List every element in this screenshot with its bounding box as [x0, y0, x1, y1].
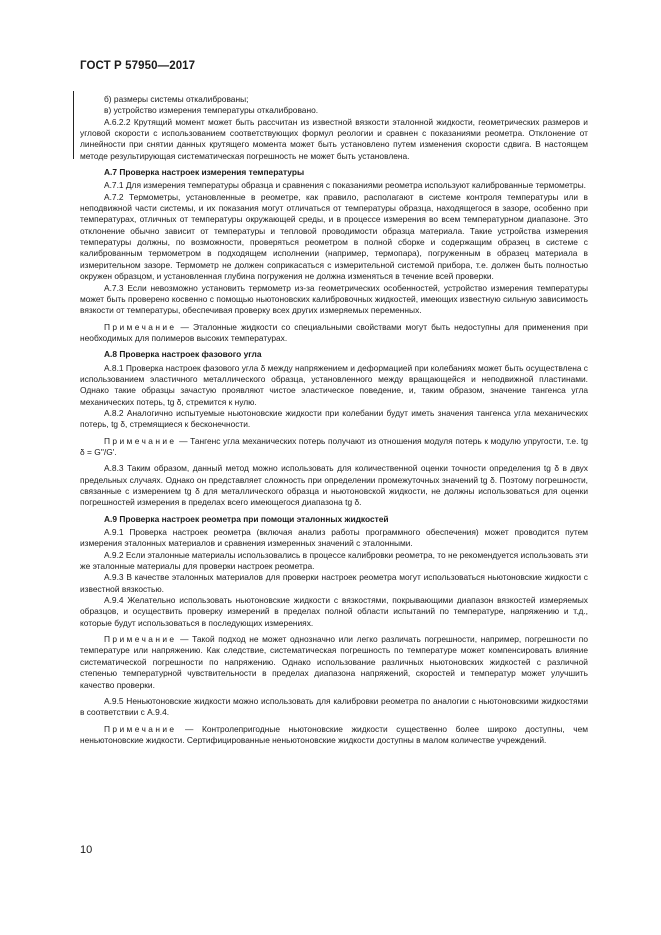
- document-body: [80, 94, 588, 751]
- change-bar: [73, 91, 74, 159]
- paragraph: б) размеры системы откалиброваны;: [104, 94, 249, 104]
- paragraph: в) устройство измерения температуры откалибровано.: [104, 105, 319, 116]
- document-header: ГОСТ Р 57950—2017: [80, 60, 196, 72]
- section-heading: А.9 Проверка настроек реометра при помощи эталонных жидкостей: [104, 513, 389, 524]
- note-label: Примечание: [104, 723, 177, 734]
- paragraph: А.9.3 В качестве эталонных материалов для проверки настроек реометра могут использоваться ньютоновские жидкости с известной вязкостью.: [80, 572, 588, 594]
- paragraph: А.8.1 Проверка настроек фазового угла δ между напряжением и деформацией при колебаниях может быть осуществлена с использованием эластичного металлического образца, установленного между вращающейся и неподвижной пластинами. Однако такие образцы зачастую проявляют чистое эластическое поведение, и, таким образом, значение тангенса угла механических потерь, tg δ, стремится к нулю.: [80, 362, 588, 407]
- note: [80, 322, 588, 345]
- paragraph: А.9.5 Неньютоновские жидкости можно использовать для калибровки реометра по аналогии с ньютоновскими жидкостями в соответствии с А.9.4.: [80, 695, 588, 718]
- paragraph: А.9.1 Проверка настроек реометра (включая анализ работы программного обеспечения) может проводится путем измерения эталонных материалов и сравнения измеренных значений с эталонными.: [80, 527, 588, 549]
- note: [80, 436, 588, 459]
- note-text: — Такой подход не может однозначно или легко различать погрешности, например, погрешности по температуре или напряжению. Как следствие, систематическая погрешность по температуре может компенсировать влияние систематической погрешности по напряжению. Однако использование различных ньютоновских жидкостей с различной степенью температурной чувствительности в пределах диапазона напряжений, скоростей и температур может улучшить качество проверки.: [80, 634, 588, 690]
- note-label: Примечание: [104, 321, 177, 332]
- note-text: — Эталонные жидкости со специальными свойствами могут быть недоступны для применения при необходимых для полимеров высоких температурах.: [80, 321, 588, 343]
- paragraph: А.9.2 Если эталонные материалы использовались в процессе калибровки реометра, то не рекомендуется использовать эти же эталонные материалы для проверки настроек реометра.: [80, 549, 588, 572]
- note-text: — Тангенс угла механических потерь получают из отношения модуля потерь к модулю упругости, т.е. tg δ = G''/G'.: [80, 435, 588, 457]
- paragraph: А.7.1 Для измерения температуры образца и сравнения с показаниями реометра используют калиброванные термометры.: [104, 180, 586, 191]
- note: [80, 634, 588, 691]
- note-label: Примечание: [104, 634, 177, 645]
- paragraph: А.9.4 Желательно использовать ньютоновские жидкости с вязкостями, покрывающими диапазон вязкостей измеряемых образцов, и осуществить проверку измерений в пределах полной области испытаний по температуре, напряжению и т.д., которые будут использоваться в последующих измерениях.: [80, 595, 588, 628]
- paragraph: А.6.2.2 Крутящий момент может быть рассчитан из известной вязкости эталонной жидкости, геометрических размеров и угловой скорости с использованием соответствующих формул реологии и сравнен с показаниями реометра. Отклонение от линейности при снятии данных крутящего момента может быть установлено путем изменения скорости сдвига. В настоящем методе результирующая систематическая погрешность не может быть установлена.: [80, 116, 588, 161]
- section-heading: А.8 Проверка настроек фазового угла: [104, 349, 262, 360]
- section-heading: А.7 Проверка настроек измерения температуры: [104, 167, 305, 178]
- note: [80, 724, 588, 747]
- paragraph: А.8.2 Аналогично испытуемые ньютоновские жидкости при колебании будут иметь значения тангенса угла механических потерь, tg δ, стремящиеся к бесконечности.: [80, 407, 588, 430]
- paragraph: А.8.3 Таким образом, данный метод можно использовать для количественной оценки точности определения tg δ в двух предельных случаях. Однако он представляет сложность при определении промежуточных значений tg δ. Поэтому погрешности, связанные с измерением tg δ для металлического образца и ньютоновской жидкости, не должны использоваться для оценки погрешностей измерения в пределах всего имеющегося диапазона tg δ.: [80, 463, 588, 508]
- paragraph: А.7.3 Если невозможно установить термометр из-за геометрических особенностей, устройство измерения температуры может быть проверено косвенно с помощью ньютоновских калибровочных жидкостей, имеющих известную сильную зависимость вязкости от температуры, обеспечивая проверку всех других измеряемых переменных.: [80, 282, 588, 316]
- page-number: 10: [80, 844, 93, 856]
- note-text: — Контролепригодные ньютоновские жидкости существенно более широко доступны, чем неньютоновские жидкости. Сертифицированные неньютоновские жидкости доступны в малом количестве учреждений.: [80, 723, 588, 745]
- paragraph: А.7.2 Термометры, установленные в реометре, как правило, располагают в системе контроля температуры или в неподвижной части системы, и их показания могут отличаться от температуры образца, находящегося в зазоре, особенно при температурах, отличных от температуры окружающей среды, и в процессе измерения во всем температурном диапазоне. Это отклонение обычно зависит от температуры и тепловой проводимости образца материала. Такие устройства измерения температуры должны, по возможности, проверяться реометром в полной сборке и содержащим образец в системе с калиброванным термометром в подходящем исполнении (например, термопара), погруженным в образец материала в измерительном зазоре. Термометр не должен соприкасаться с измерительной системой прибора, т.е. должен быть полностью окружен образцом, и установленная глубина погружения не должна изменяться в течение всей проверки.: [80, 191, 588, 282]
- note-label: Примечание: [104, 435, 177, 446]
